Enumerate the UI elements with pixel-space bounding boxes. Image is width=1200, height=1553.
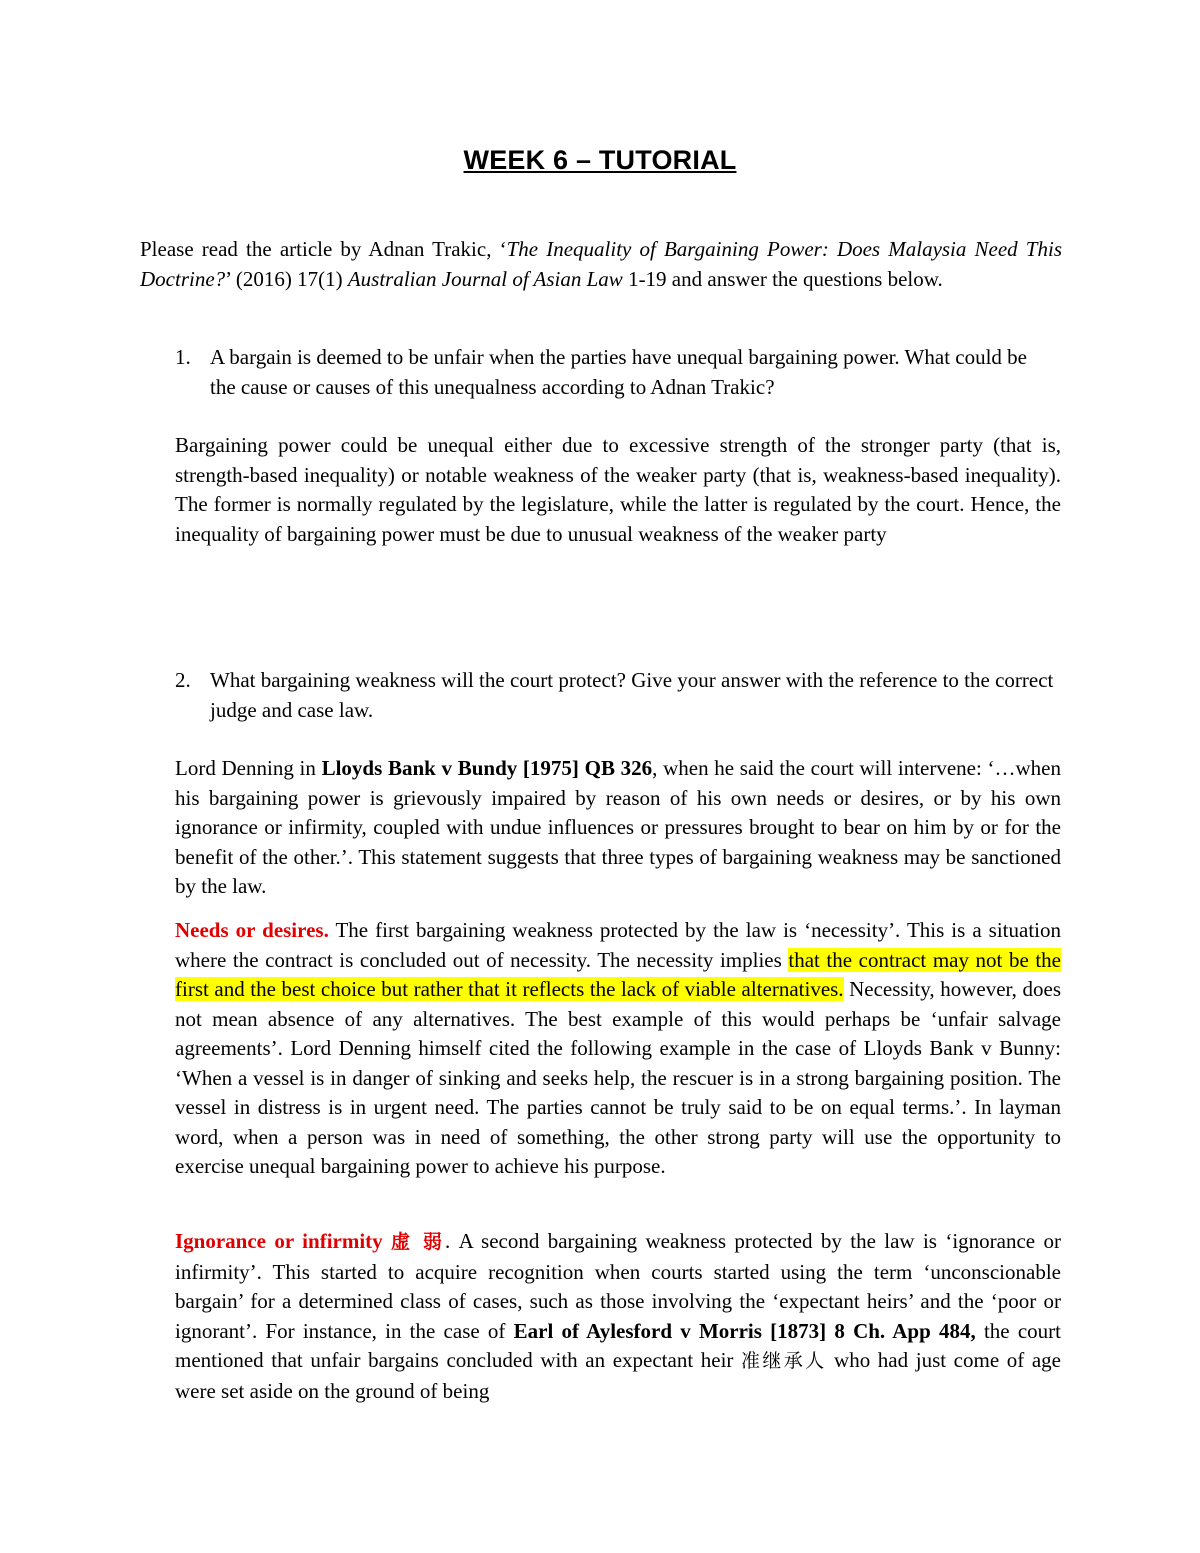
journal-name: Australian Journal of Asian Law bbox=[347, 266, 623, 291]
question-2-text: What bargaining weakness will the court protect? Give your answer with the reference to the correct judge and case law. bbox=[210, 668, 1054, 722]
ignorance-text-3: who had just come of age were set aside on the ground of being bbox=[175, 1348, 1061, 1403]
page-title: WEEK 6 – TUTORIAL bbox=[463, 145, 737, 175]
highlighted-text: that the contract may not be the first and the best choice but rather that it reflects the lack of viable alternatives. bbox=[175, 947, 1061, 1001]
ignorance-paragraph bbox=[175, 1227, 1061, 1406]
answer-2-text-2: , when he said the court will intervene: ‘…when his bargaining power is grievously impaired by reason of his own needs or desires, or by his own ignorance or infirmity, coupled with undue influences or pressures brought to bear on him by or for the benefit of the other.’. This statement suggests that three types of bargaining weakness may be sanctioned by the law. bbox=[175, 756, 1061, 898]
case-citation-aylesford: Earl of Aylesford v Morris [1873] 8 Ch. App 484, bbox=[513, 1318, 976, 1343]
ignorance-heading: Ignorance or infirmity bbox=[175, 1229, 383, 1253]
needs-heading: Needs or desires. bbox=[175, 918, 329, 942]
question-2-number: 2. bbox=[175, 668, 191, 692]
ignorance-text-2: the court mentioned that unfair bargains concluded with an expectant heir bbox=[175, 1318, 1061, 1372]
case-citation-lloyds: Lloyds Bank v Bundy [1975] QB 326 bbox=[321, 756, 653, 780]
intro-text-1: Please read the article by Adnan Trakic, ‘ bbox=[140, 237, 507, 261]
article-title: The Inequality of Bargaining Power: Does Malaysia Need This Doctrine? bbox=[140, 237, 1062, 291]
intro-text-3: 1-19 and answer the questions below. bbox=[622, 266, 943, 291]
chinese-annotation-1: 虚 弱 bbox=[391, 1231, 446, 1253]
intro-text-2: ’ (2016) 17(1) bbox=[225, 266, 348, 291]
answer-1-paragraph: Bargaining power could be unequal either due to excessive strength of the stronger party (that is, strength-based inequality) or notable weakness of the weaker party (that is, weakness-based inequality). The former is normally regulated by the legislature, while the latter is regulated by the court. Hence, the inequality of bargaining power must be due to unusual weakness of the weaker party bbox=[175, 433, 1061, 546]
answer-2-text-1: Lord Denning in bbox=[175, 756, 322, 780]
needs-paragraph bbox=[175, 916, 1061, 1182]
needs-text-2: Necessity, however, does not mean absence of any alternatives. The best example of this would perhaps be ‘unfair salvage agreements’. Lord Denning himself cited the following example in the case of Lloyds Bank v Bunny: ‘When a vessel is in danger of sinking and seeks help, the rescuer is in a strong bargaining position. The vessel in distress is in urgent need. The parties cannot be truly said to be on equal terms.’. In layman word, when a person was in need of something, the other strong party will use the opportunity to exercise unequal bargaining power to achieve his purpose. bbox=[175, 977, 1061, 1178]
question-1-number: 1. bbox=[175, 345, 191, 369]
question-1-text: A bargain is deemed to be unfair when the parties have unequal bargaining power. What could be the cause or causes of this unequalness according to Adnan Trakic? bbox=[210, 345, 1028, 399]
intro-paragraph bbox=[140, 235, 1062, 294]
needs-text-1: The first bargaining weakness protected by the law is ‘necessity’. This is a situation where the contract is concluded out of necessity. The necessity implies bbox=[175, 918, 1061, 972]
answer-2-paragraph bbox=[175, 754, 1061, 902]
ignorance-text-1: . A second bargaining weakness protected by the law is ‘ignorance or infirmity’. This started to acquire recognition when courts started using the term ‘unconscionable bargain’ for a determined class of cases, such as those involving the ‘expectant heirs’ and the ‘poor or ignorant’. For instance, in the case of bbox=[175, 1229, 1061, 1343]
chinese-annotation-2: 准继承人 bbox=[741, 1350, 827, 1372]
